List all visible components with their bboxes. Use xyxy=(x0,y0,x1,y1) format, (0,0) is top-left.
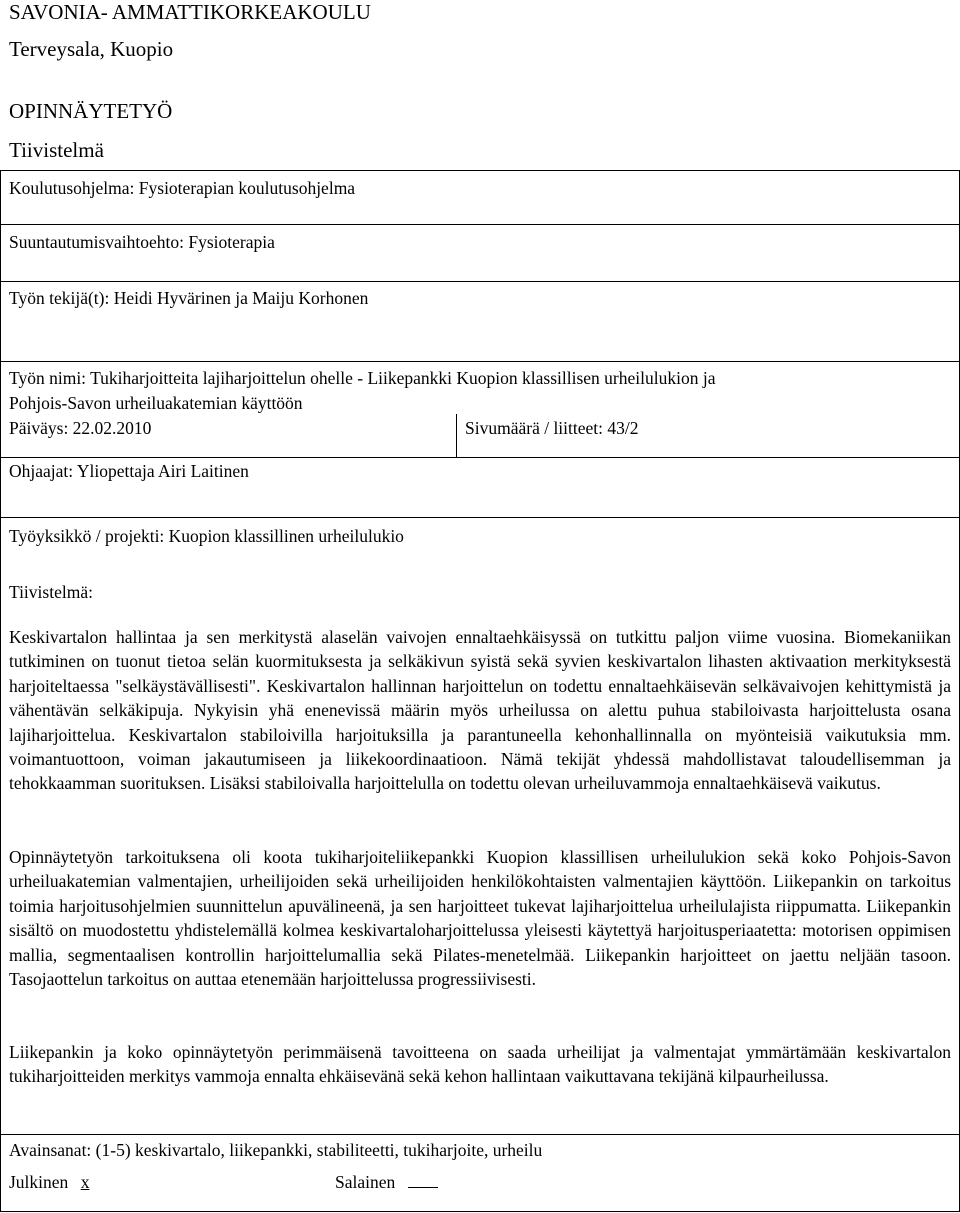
thesis-title-line2: Pohjois-Savon urheiluakatemian käyttöön xyxy=(9,393,303,413)
date-field: Päiväys: 22.02.2010 xyxy=(9,418,152,438)
secret-blank xyxy=(408,1173,438,1188)
project-field: Työyksikkö / projekti: Kuopion klassillinen urheilulukio xyxy=(9,526,404,546)
keywords-field: Avainsanat: (1-5) keskivartalo, liikepankki, stabiliteetti, tukiharjoite, urheilu xyxy=(9,1140,543,1160)
secret-option xyxy=(335,1172,438,1193)
institution-name: SAVONIA- AMMATTIKORKEAKOULU xyxy=(9,0,371,24)
abstract-paragraph-3: Liikepankin ja koko opinnäytetyön perimmäisenä tavoitteena on saada urheilijat ja valmentajat ymmärtämään keskivartalon tukiharjoitteiden merkitys vammoja ennalta ehkäisevänä sekä kehon hallintaan vaikuttavana tekijänä kilpaurheilussa. xyxy=(9,1042,951,1087)
row-divider xyxy=(0,224,960,225)
row-divider xyxy=(0,517,960,518)
unit-name: Terveysala, Kuopio xyxy=(9,37,174,61)
public-label: Julkinen xyxy=(9,1172,69,1192)
abstract-label: Tiivistelmä: xyxy=(9,582,93,602)
pages-field: Sivumäärä / liitteet: 43/2 xyxy=(465,418,639,438)
supervisor-field: Ohjaajat: Yliopettaja Airi Laitinen xyxy=(9,461,249,481)
row-divider xyxy=(0,361,960,362)
document-type: OPINNÄYTETYÖ xyxy=(9,99,173,123)
abstract-paragraph-1: Keskivartalon hallintaa ja sen merkitystä alaselän vaivojen ennaltaehkäisyssä on tutkittu paljon viime vuosina. Biomekaniikan tutkiminen on tuonut tietoa selän kuormituksesta ja selkäkivun syistä sekä syvien keskivartalon lihasten aktivaation merkityksestä harjoiteltaessa "selkäystävällisesti". Keskivartalon hallinnan harjoittelun on todettu ennaltaehkäisevän selkävaivojen kehittymistä ja vähentävän selkäkipuja. Nykyisin yhä enenevissä määrin myös urheilussa on alettu puhua stabiloivasta harjoittelusta osana lajiharjoittelua. Keskivartalon stabiloivilla harjoituksilla ja parantuneella kehonhallinnalla on myönteisiä vaikutuksia mm. voimantuottoon, voiman jakautumiseen ja liikekoordinaatioon. Nämä tekijät yhdessä mahdollistavat taloudellisemman ja tehokkaamman suorituksen. Lisäksi stabiloivalla harjoittelulla on todettu olevan urheiluvammoja ennaltaehkäisevä vaikutus. xyxy=(9,627,951,794)
secret-label: Salainen xyxy=(335,1172,396,1192)
specialization-field: Suuntautumisvaihtoehto: Fysioterapia xyxy=(9,232,275,252)
abstract-paragraph-2: Opinnäytetyön tarkoituksena oli koota tukiharjoiteliikepankki Kuopion klassillisen urheilulukion sekä koko Pohjois-Savon urheiluakatemian valmentajien, urheilijoiden sekä urheilijoiden henkilökohtaisten valmentajien käyttöön. Liikepankin on tarkoitus toimia harjoitusohjelmien suunnittelun apuvälineenä, ja sen harjoitteet tukevat lajiharjoittelua urheilulajista riippumatta. Liikepankin sisältö on muodostettu yhdistelemällä kolmea keskivartaloharjoittelussa yleisesti käytettyä harjoitusperiaatetta: motorisen oppimisen mallia, segmentaalisen kontrollin harjoittelumallia sekä Pilates-menetelmää. Liikepankin harjoitteet on jaettu neljään tasoon. Tasojaottelun tarkoitus on auttaa etenemään harjoittelussa progressiivisesti. xyxy=(9,847,951,990)
thesis-title-line1: Työn nimi: Tukiharjoitteita lajiharjoittelun ohelle - Liikepankki Kuopion klassillisen urheilulukion ja xyxy=(9,368,716,388)
row-divider xyxy=(0,457,960,458)
public-mark: x xyxy=(80,1172,90,1192)
public-option xyxy=(9,1172,161,1193)
authors-field: Työn tekijä(t): Heidi Hyvärinen ja Maiju Korhonen xyxy=(9,288,369,308)
programme-field: Koulutusohjelma: Fysioterapian koulutusohjelma xyxy=(9,178,356,198)
column-divider xyxy=(456,414,457,457)
row-divider xyxy=(0,281,960,282)
section-heading: Tiivistelmä xyxy=(9,138,104,162)
row-divider xyxy=(0,1134,960,1135)
